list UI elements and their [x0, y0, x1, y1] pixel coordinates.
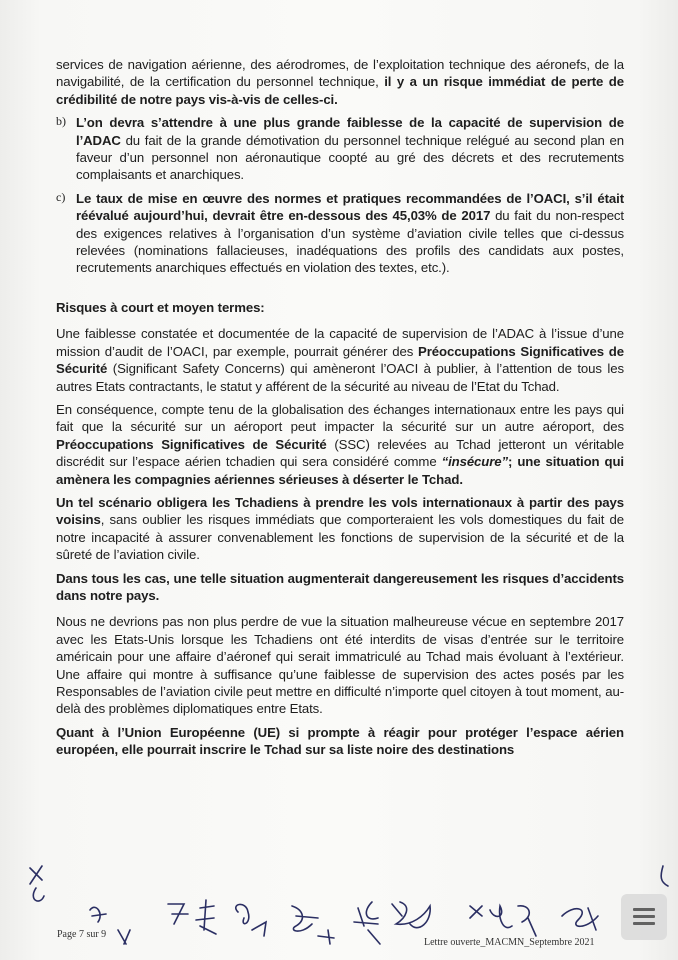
- intro-bold-text: il y a un risque immédiat de perte de crédibilité de notre pays vis-à-vis de celles-ci.: [56, 74, 624, 107]
- menu-line-icon: [633, 915, 655, 918]
- item-b-label: b): [56, 114, 66, 129]
- item-c-text: du fait du non-respect des exigences relatives à l’organisation d’un système d’aviation civile telles que ci-dessus relevées (nominations fallacieuses, inadéquations des profils des candidats aux postes, recrutements anarchiques effectués en violation des textes, etc.).: [76, 208, 624, 276]
- p1-bold: Préoccupations Significatives de Sécurité: [56, 343, 624, 377]
- menu-line-icon: [633, 922, 655, 925]
- hamburger-menu-button[interactable]: [621, 894, 667, 940]
- p2-bold-end: ; une situation qui amènera les compagnies aériennes sérieuses à déserter le Tchad.: [56, 454, 624, 487]
- p2-bold: Préoccupations Significatives de Sécurité: [56, 436, 327, 452]
- item-c-label: c): [56, 189, 66, 204]
- paragraph-5: Nous ne devrions pas non plus perdre de vue la situation malheureuse vécue en septembre 2017 avec les Etats-Unis lorsque les Tchadiens ont été interdits de visas d’entrée sur le territoire américain pour une affaire d’aéronef qui serait immatriculé au Tchad mais évoluant à l’extérieur. Une affaire qui montre à suffisance qu’une faiblesse de supervision des actes posés par les Responsables de l’aviation civile peut mettre en difficulté n’importe quel citoyen à tout moment, au-delà des problèmes diplomatiques entre Etats.: [56, 614, 624, 717]
- p3-text: , sans oublier les risques immédiats que comporteraient les vols domestiques du fait de notre incapacité à assurer convenablement les fonctions de supervision de la sécurité et de la sûreté de l’aviation civile.: [56, 512, 624, 563]
- document-reference: Lettre ouverte_MACMN_Septembre 2021: [424, 937, 595, 948]
- item-b-bold: L’on devra s’attendre à une plus grande faiblesse de la capacité de supervision de l’ADAC: [76, 115, 624, 148]
- p2-quote: “insécure”: [441, 454, 509, 470]
- section-heading: Risques à court et moyen termes:: [56, 299, 265, 315]
- paragraph-6: Quant à l’Union Européenne (UE) si prompte à réagir pour protéger l’espace aérien européen, elle pourrait inscrire le Tchad sur sa liste noire des destinations: [56, 724, 624, 758]
- paragraph-4: Dans tous les cas, une telle situation augmenterait dangereusement les risques d’accidents dans notre pays.: [56, 570, 624, 603]
- item-b-text: du fait de la grande démotivation du personnel technique relégué au second plan en faveur d’un personnel non aéronautique coopté au gré des décrets et des recrutements complaisants et anarchiques.: [76, 132, 624, 183]
- item-c-bold: Le taux de mise en œuvre des normes et pratiques recommandées de l’OACI, s’il était réévalué aujourd’hui, devrait être en-dessous des 45,03% de 2017: [76, 190, 624, 224]
- menu-line-icon: [633, 908, 655, 911]
- p1-text-end: (Significant Safety Concerns) qui amèneront l’OACI à publier, à l’attention de tous les autres Etats contractants, le statut y afférent de la sécurité au niveau de l’Etat du Tchad.: [56, 361, 624, 394]
- p2-text-mid: (SSC) relevées au Tchad jetteront un véritable discrédit sur l’espace aérien tchadien qui sera considéré comme: [56, 436, 624, 470]
- intro-text: services de navigation aérienne, des aérodromes, de l’exploitation technique des aéronefs, de la navigabilité, de la certification du personnel technique,: [56, 57, 624, 90]
- p2-text: En conséquence, compte tenu de la globalisation des échanges internationaux entre les pays qui fait que la sécurité sur un aéroport peut impacter la sécurité sur un autre aéroport, des: [56, 401, 624, 435]
- p3-bold: Un tel scénario obligera les Tchadiens à prendre les vols internationaux à partir des pays voisins: [56, 494, 624, 528]
- p1-text: Une faiblesse constatée et documentée de la capacité de supervision de l’ADAC à l’issue d’une mission d’audit de l’OACI, par exemple, pourrait générer des: [56, 326, 624, 359]
- page-number: Page 7 sur 9: [57, 929, 107, 940]
